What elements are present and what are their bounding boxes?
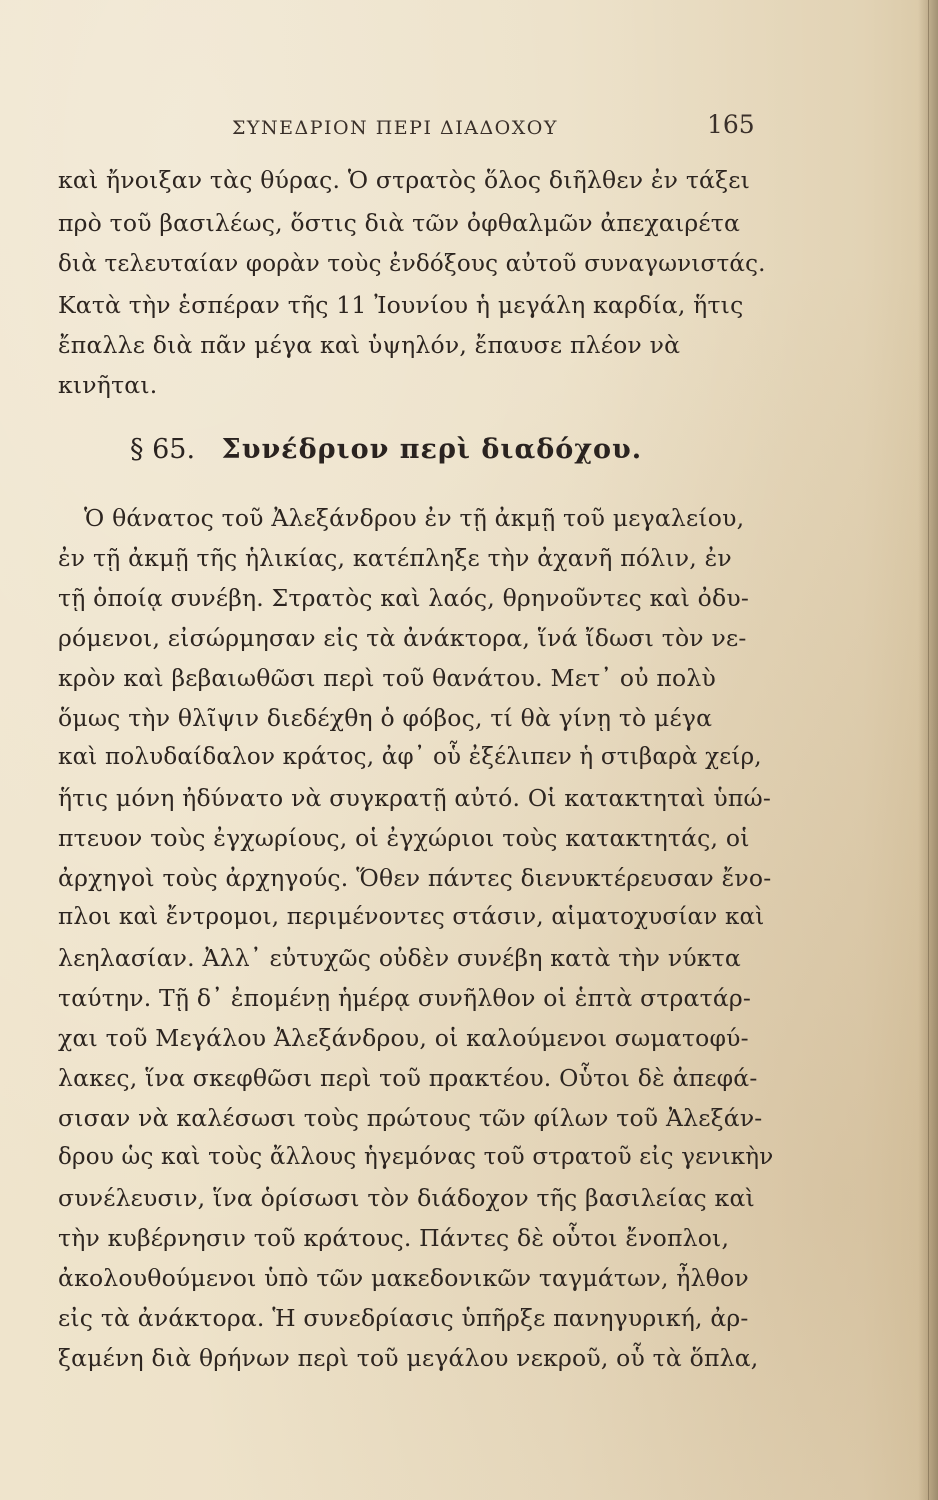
text-line: ἔπαλλε διὰ πᾶν μέγα καὶ ὑψηλόν, ἔπαυσε πλέον νὰ	[58, 331, 681, 359]
text-line: καὶ πολυδαίδαλον κράτος, ἀφ᾽ οὗ ἐξέλιπεν ἡ στιβαρὰ χείρ,	[58, 744, 762, 770]
text-line: λεηλασίαν. Ἀλλ᾽ εὐτυχῶς οὐδὲν συνέβη κατὰ τὴν νύκτα	[58, 944, 741, 972]
page-edge-line	[928, 0, 929, 1500]
text-line: συνέλευσιν, ἵνα ὁρίσωσι τὸν διάδοχον τῆς βασιλείας καὶ	[58, 1184, 755, 1212]
text-line: ὅμως τὴν θλῖψιν διεδέχθη ὁ φόβος, τί θὰ γίνῃ τὸ μέγα	[58, 704, 713, 732]
text-line: χαι τοῦ Μεγάλου Ἀλεξάνδρου, οἱ καλούμενοι σωματοφύ-	[58, 1024, 749, 1052]
text-line: τῇ ὁποίᾳ συνέβη. Στρατὸς καὶ λαός, θρηνοῦντες καὶ ὀδυ-	[58, 584, 749, 612]
running-head: ΣΥΝΕΔΡΙΟΝ ΠΕΡΙ ΔΙΑΔΟΧΟΥ	[232, 117, 558, 139]
text-line: λακες, ἵνα σκεφθῶσι περὶ τοῦ πρακτέου. Οὗτοι δὲ ἀπεφά-	[58, 1064, 758, 1092]
text-line: κινῆται.	[58, 371, 158, 399]
text-line: καὶ ἤνοιξαν τὰς θύρας. Ὁ στρατὸς ὅλος διῆλθεν ἐν τάξει	[58, 166, 751, 194]
section-title: Συνέδριον περὶ διαδόχου.	[221, 434, 643, 465]
text-line: Κατὰ τὴν ἑσπέραν τῆς 11 Ἰουνίου ἡ μεγάλη καρδία, ἥτις	[58, 291, 744, 319]
text-line: ταύτην. Τῇ δ᾽ ἐπομένῃ ἡμέρᾳ συνῆλθον οἱ ἑπτὰ στρατάρ-	[58, 984, 752, 1012]
text-line: ρόμενοι, εἰσώρμησαν εἰς τὰ ἀνάκτορα, ἵνά ἴδωσι τὸν νε-	[58, 624, 747, 652]
text-line: ξαμένη διὰ θρήνων περὶ τοῦ μεγάλου νεκροῦ, οὗ τὰ ὅπλα,	[58, 1344, 759, 1372]
text-line: διὰ τελευταίαν φορὰν τοὺς ἐνδόξους αὐτοῦ συναγωνιστάς.	[58, 251, 766, 277]
page-number: 165	[707, 110, 755, 139]
section-heading	[130, 434, 642, 465]
text-line: δρου ὡς καὶ τοὺς ἄλλους ἡγεμόνας τοῦ στρατοῦ εἰς γενικὴν	[58, 1144, 774, 1170]
text-line: πλοι καὶ ἔντρομοι, περιμένοντες στάσιν, αἱματοχυσίαν καὶ	[58, 904, 765, 930]
text-line: Ὁ θάνατος τοῦ Ἀλεξάνδρου ἐν τῇ ἀκμῇ τοῦ μεγαλείου,	[84, 504, 745, 532]
text-line: ἐν τῇ ἀκμῇ τῆς ἡλικίας, κατέπληξε τὴν ἀχανῆ πόλιν, ἐν	[58, 544, 732, 572]
text-line: πτευον τοὺς ἐγχωρίους, οἱ ἐγχώριοι τοὺς κατακτητάς, οἱ	[58, 824, 750, 852]
text-line: κρὸν καὶ βεβαιωθῶσι περὶ τοῦ θανάτου. Μετ᾽ οὐ πολὺ	[58, 664, 716, 692]
text-line: ἀρχηγοὶ τοὺς ἀρχηγούς. Ὅθεν πάντες διενυκτέρευσαν ἔνο-	[58, 864, 772, 892]
text-line: ἥτις μόνη ἠδύνατο νὰ συγκρατῇ αὐτό. Οἱ κατακτηταὶ ὑπώ-	[58, 784, 771, 812]
text-line: τὴν κυβέρνησιν τοῦ κράτους. Πάντες δὲ οὗτοι ἔνοπλοι,	[58, 1224, 730, 1252]
section-number: § 65.	[130, 434, 196, 465]
text-line: εἰς τὰ ἀνάκτορα. Ἡ συνεδρίασις ὑπῆρξε πανηγυρική, ἀρ-	[58, 1304, 749, 1332]
text-line: πρὸ τοῦ βασιλέως, ὅστις διὰ τῶν ὀφθαλμῶν ἀπεχαιρέτα	[58, 209, 741, 237]
text-line: ἀκολουθούμενοι ὑπὸ τῶν μακεδονικῶν ταγμάτων, ἦλθον	[58, 1264, 749, 1292]
text-line: σισαν νὰ καλέσωσι τοὺς πρώτους τῶν φίλων τοῦ Ἀλεξάν-	[58, 1104, 763, 1132]
